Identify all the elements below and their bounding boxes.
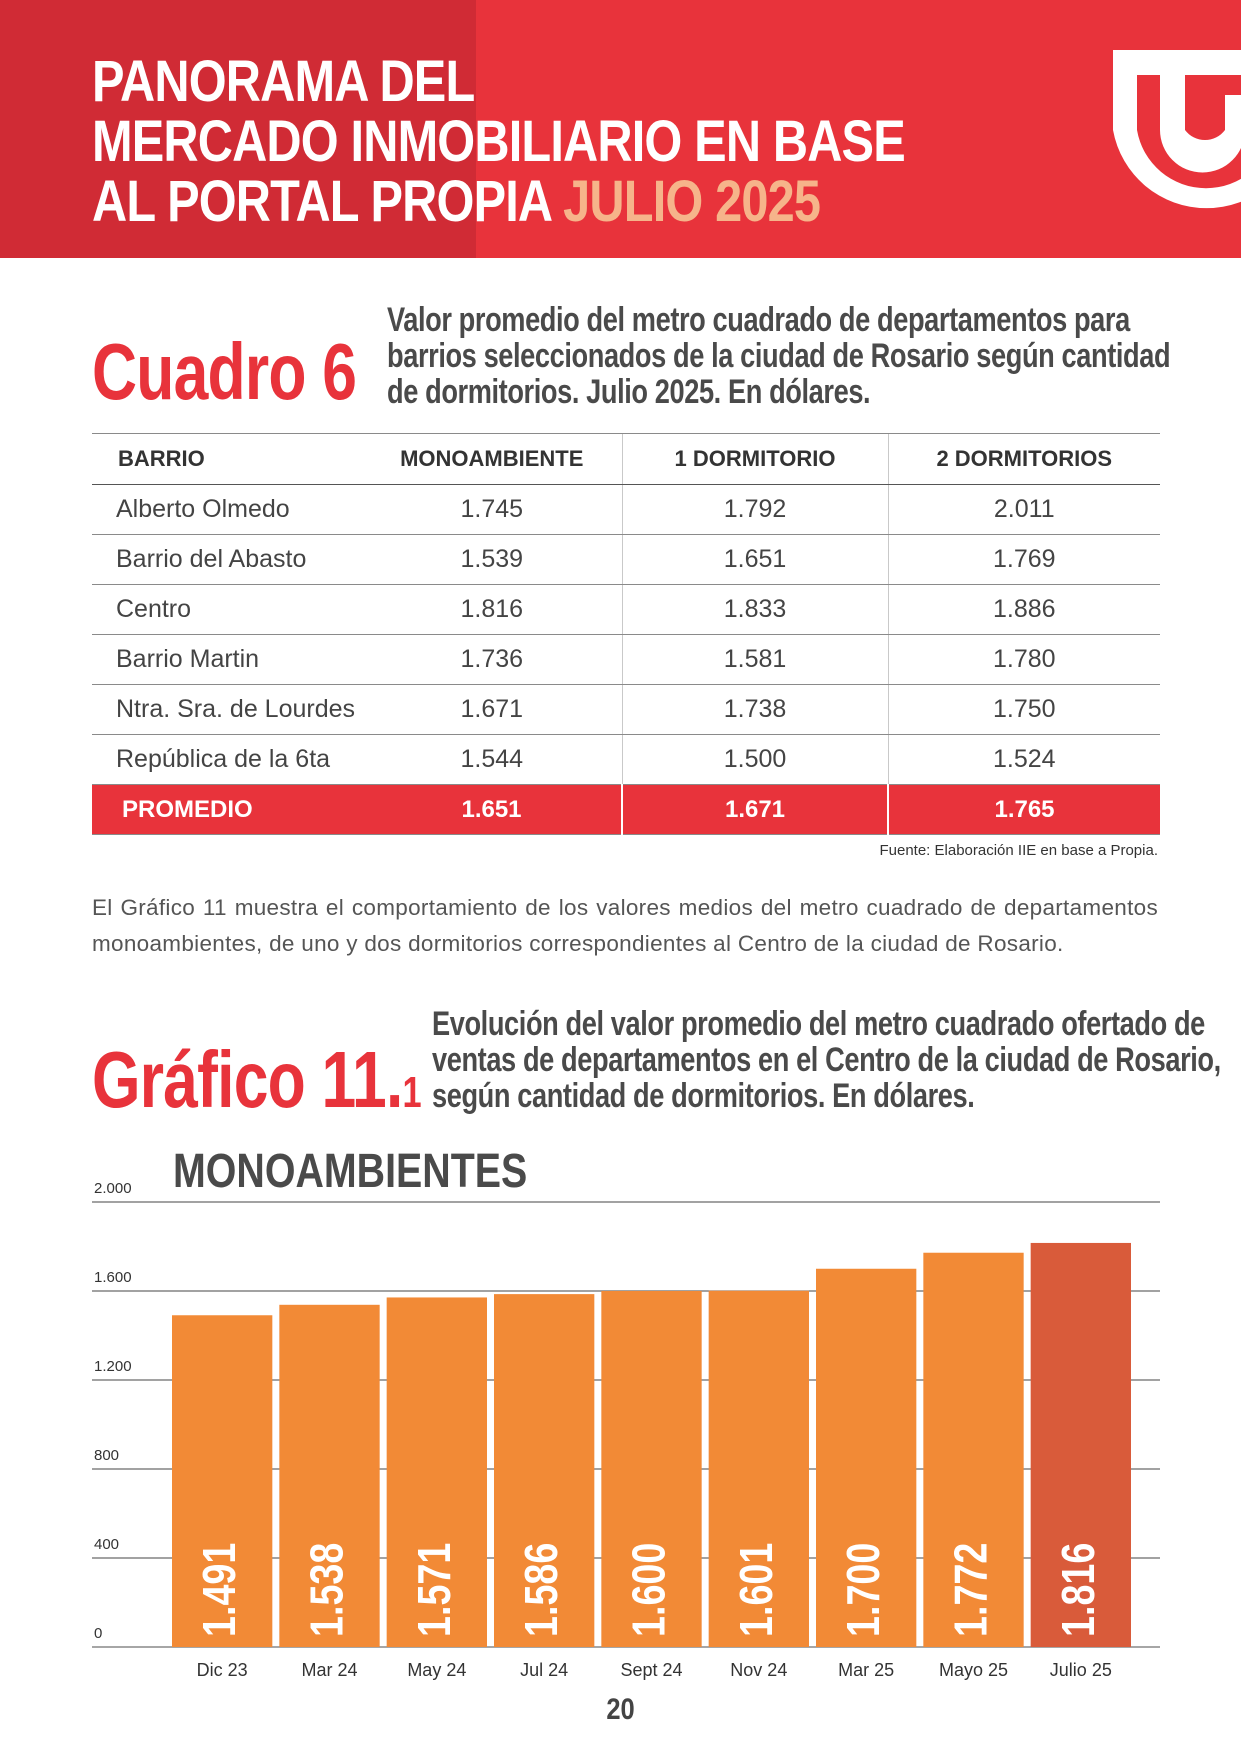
header-2-dormitorios: 2 DORMITORIOS <box>888 434 1160 485</box>
y-tick-label: 400 <box>94 1536 120 1553</box>
cell-value: 1.745 <box>362 485 622 535</box>
cell-value: 1.750 <box>888 685 1160 735</box>
cuadro-desc-line-2: barrios seleccionados de la ciudad de Rosario según cantidad <box>387 337 1171 375</box>
cell-barrio: Alberto Olmedo <box>92 485 362 535</box>
grafico-label-main: Gráfico 11. <box>92 1035 403 1124</box>
grafico-desc-line-2: ventas de departamentos en el Centro de la ciudad de Rosario, <box>432 1041 1221 1079</box>
y-tick-label: 800 <box>94 1447 120 1464</box>
cell-value: 1.544 <box>362 735 622 785</box>
grafico-label <box>92 1035 421 1135</box>
chart-title: MONOAMBIENTES <box>173 1145 528 1198</box>
price-table <box>92 433 1160 835</box>
cuadro-desc-line-1: Valor promedio del metro cuadrado de departamentos para <box>387 301 1130 339</box>
table-row <box>92 735 1160 785</box>
bar-value-label: 1.538 <box>300 1542 353 1637</box>
y-tick-label: 2.000 <box>94 1180 132 1197</box>
cell-value: 1.524 <box>888 735 1160 785</box>
y-tick-label: 0 <box>94 1625 103 1642</box>
cell-value: 1.769 <box>888 535 1160 585</box>
bar-value-label: 1.601 <box>730 1542 782 1637</box>
table-row <box>92 685 1160 735</box>
promedio-value: 1.765 <box>888 785 1160 835</box>
header-barrio: BARRIO <box>92 434 362 485</box>
title-line-3: AL PORTAL PROPIA <box>92 169 551 234</box>
table-row <box>92 635 1160 685</box>
bar-value-label: 1.700 <box>837 1542 890 1637</box>
bar-value-label: 1.600 <box>622 1542 675 1637</box>
header-1-dormitorio: 1 DORMITORIO <box>622 434 888 485</box>
cell-barrio: Barrio Martin <box>92 635 362 685</box>
cell-value: 1.738 <box>622 685 888 735</box>
cell-barrio: Ntra. Sra. de Lourdes <box>92 685 362 735</box>
page-number: 20 <box>606 1693 635 1726</box>
bar-value-label: 1.491 <box>193 1542 246 1637</box>
x-tick-label: Jul 24 <box>520 1660 569 1680</box>
header-monoambiente: MONOAMBIENTE <box>362 434 622 485</box>
y-tick-label: 1.200 <box>94 1358 132 1375</box>
table-header-row <box>92 434 1160 485</box>
cell-barrio: República de la 6ta <box>92 735 362 785</box>
grafico-desc-line-1: Evolución del valor promedio del metro cuadrado ofertado de <box>432 1005 1205 1043</box>
cell-barrio: Barrio del Abasto <box>92 535 362 585</box>
table-row <box>92 485 1160 535</box>
bar-value-label: 1.772 <box>944 1542 997 1637</box>
x-tick-label: Julio 25 <box>1049 1660 1112 1680</box>
promedio-row <box>92 785 1160 835</box>
brand-logo-icon <box>1095 20 1241 250</box>
bar-value-label: 1.586 <box>515 1542 568 1637</box>
body-paragraph: El Gráfico 11 muestra el comportamiento de los valores medios del metro cuadrado de departamentos monoambientes, de uno y dos dormitorios correspondientes al Centro de la ciudad de Rosario. <box>92 895 1158 956</box>
cuadro-label: Cuadro 6 <box>92 327 357 416</box>
cell-value: 1.780 <box>888 635 1160 685</box>
x-tick-label: Mar 24 <box>301 1660 358 1680</box>
grafico-label-sub: 1 <box>402 1068 421 1117</box>
table-source-note: Fuente: Elaboración IIE en base a Propia. <box>879 842 1158 859</box>
page-title <box>92 49 905 234</box>
bar-value-label: 1.816 <box>1052 1542 1104 1637</box>
title-accent: JULIO 2025 <box>563 169 821 234</box>
y-tick-label: 1.600 <box>94 1269 132 1286</box>
cell-value: 1.539 <box>362 535 622 585</box>
cell-value: 1.651 <box>622 535 888 585</box>
cuadro-description <box>387 302 1170 410</box>
x-tick-label: Mayo 25 <box>938 1660 1009 1680</box>
bar-chart <box>0 1160 1241 1680</box>
bar-value-label: 1.571 <box>408 1542 460 1637</box>
cell-value: 1.886 <box>888 585 1160 635</box>
x-tick-label: Mar 25 <box>838 1660 895 1680</box>
cell-value: 1.581 <box>622 635 888 685</box>
promedio-value: 1.671 <box>622 785 888 835</box>
header-band <box>0 0 1241 258</box>
promedio-value: 1.651 <box>362 785 622 835</box>
promedio-label: PROMEDIO <box>92 785 362 835</box>
grafico-description <box>432 1006 1221 1114</box>
title-line-2: MERCADO INMOBILIARIO EN BASE <box>92 109 905 174</box>
x-tick-label: May 24 <box>407 1660 467 1680</box>
cell-value: 1.736 <box>362 635 622 685</box>
title-line-1: PANORAMA DEL <box>92 49 475 114</box>
table-row <box>92 585 1160 635</box>
cell-value: 1.816 <box>362 585 622 635</box>
grafico-desc-line-3: según cantidad de dormitorios. En dólares. <box>432 1077 975 1115</box>
cell-value: 2.011 <box>888 485 1160 535</box>
cuadro-desc-line-3: de dormitorios. Julio 2025. En dólares. <box>387 373 871 411</box>
cell-value: 1.500 <box>622 735 888 785</box>
x-tick-label: Sept 24 <box>620 1660 683 1680</box>
x-tick-label: Nov 24 <box>730 1660 788 1680</box>
cell-value: 1.671 <box>362 685 622 735</box>
cell-value: 1.792 <box>622 485 888 535</box>
table-row <box>92 535 1160 585</box>
cell-value: 1.833 <box>622 585 888 635</box>
x-tick-label: Dic 23 <box>196 1660 248 1680</box>
cell-barrio: Centro <box>92 585 362 635</box>
